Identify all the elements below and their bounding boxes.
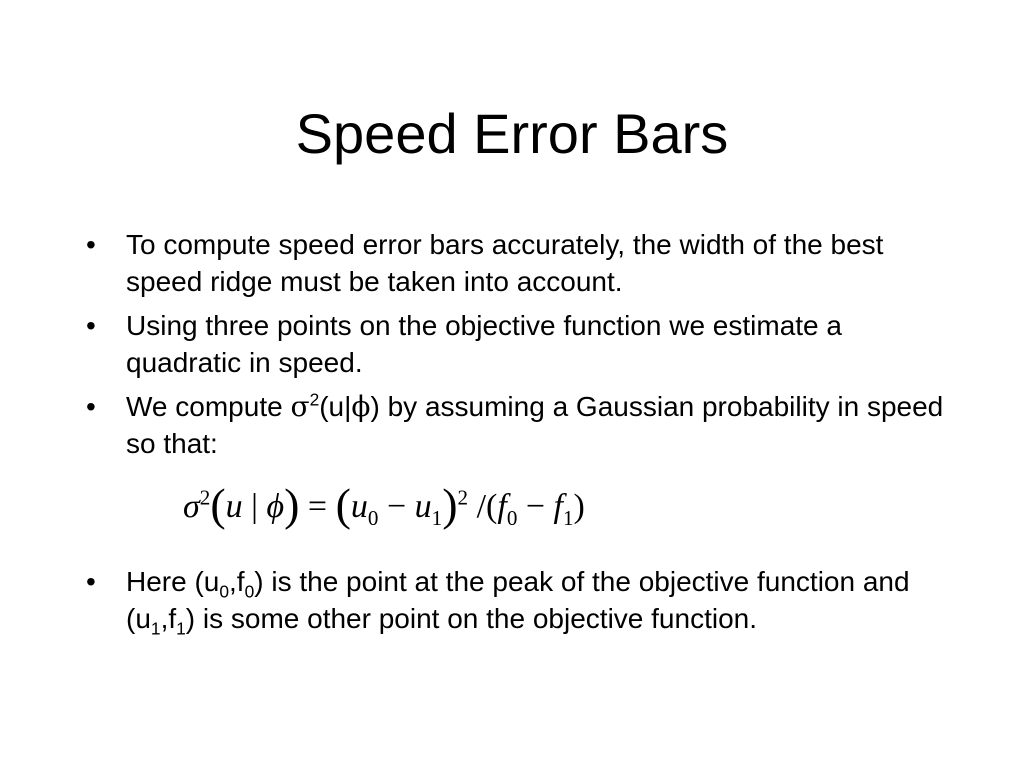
bullet-item-3 (86, 388, 946, 462)
bullet-item-1 (86, 226, 946, 300)
bullet-list-bottom (86, 563, 946, 644)
eq-left-paren: ( (210, 479, 226, 530)
bullet-text: To compute speed error bars accurately, the width of the best speed ridge must be taken into account. (126, 229, 884, 297)
eq-f0-subscript: 0 (506, 505, 518, 530)
eq-close-paren: ) (573, 488, 585, 525)
eq-u: u (225, 488, 243, 525)
bullet-item-2 (86, 307, 946, 381)
bullet-list (86, 226, 946, 469)
bullet-icon: • (86, 310, 96, 341)
text-fragment: (u| (319, 391, 352, 422)
eq-sigma-exponent: 2 (199, 485, 211, 510)
eq-minus-2: − (517, 488, 554, 525)
text-fragment: Here (u (126, 566, 220, 597)
eq-bar: | (242, 488, 267, 525)
eq-u1: u (414, 488, 432, 525)
text-fragment: ,f (229, 566, 245, 597)
text-fragment: ) is some other point on the objective function. (185, 603, 757, 634)
bullet-text: Using three points on the objective function we estimate a quadratic in speed. (126, 310, 842, 378)
phi-symbol: ϕ (351, 390, 371, 423)
eq-divide: /( (468, 488, 498, 525)
sigma-symbol: σ (290, 390, 310, 423)
eq-phi: ϕ (266, 488, 285, 525)
text-fragment: ) by assuming a Gaussian probability in speed so that: (126, 391, 944, 459)
eq-u0-subscript: 0 (367, 505, 379, 530)
eq-f1-subscript: 1 (563, 505, 574, 530)
superscript: 2 (309, 389, 320, 410)
eq-f1: f (553, 488, 563, 525)
eq-right-paren-2: ) (442, 479, 458, 530)
subscript: 0 (244, 581, 255, 602)
bullet-text (126, 391, 943, 459)
subscript: 1 (176, 618, 186, 639)
bullet-icon: • (86, 566, 96, 597)
eq-u1-subscript: 1 (431, 505, 443, 530)
text-fragment: ) is the point at the peak of the objective function and (u (126, 566, 910, 634)
eq-left-paren-2: ( (335, 479, 351, 530)
bullet-icon: • (86, 391, 96, 422)
subscript: 1 (150, 618, 161, 639)
eq-sigma: σ (183, 488, 200, 525)
bullet-text (126, 566, 910, 639)
eq-f0: f (497, 488, 507, 525)
eq-u0: u (350, 488, 368, 525)
eq-equals: = (299, 488, 336, 525)
bullet-icon: • (86, 229, 96, 260)
eq-minus: − (378, 488, 415, 525)
text-fragment: ,f (160, 603, 177, 634)
eq-right-paren: ) (284, 479, 300, 530)
text-fragment: We compute (126, 391, 291, 422)
bullet-item-4 (86, 563, 946, 637)
variance-equation (183, 470, 585, 540)
eq-outer-exponent: 2 (457, 485, 469, 510)
subscript: 0 (219, 581, 230, 602)
slide-title: Speed Error Bars (295, 102, 729, 165)
